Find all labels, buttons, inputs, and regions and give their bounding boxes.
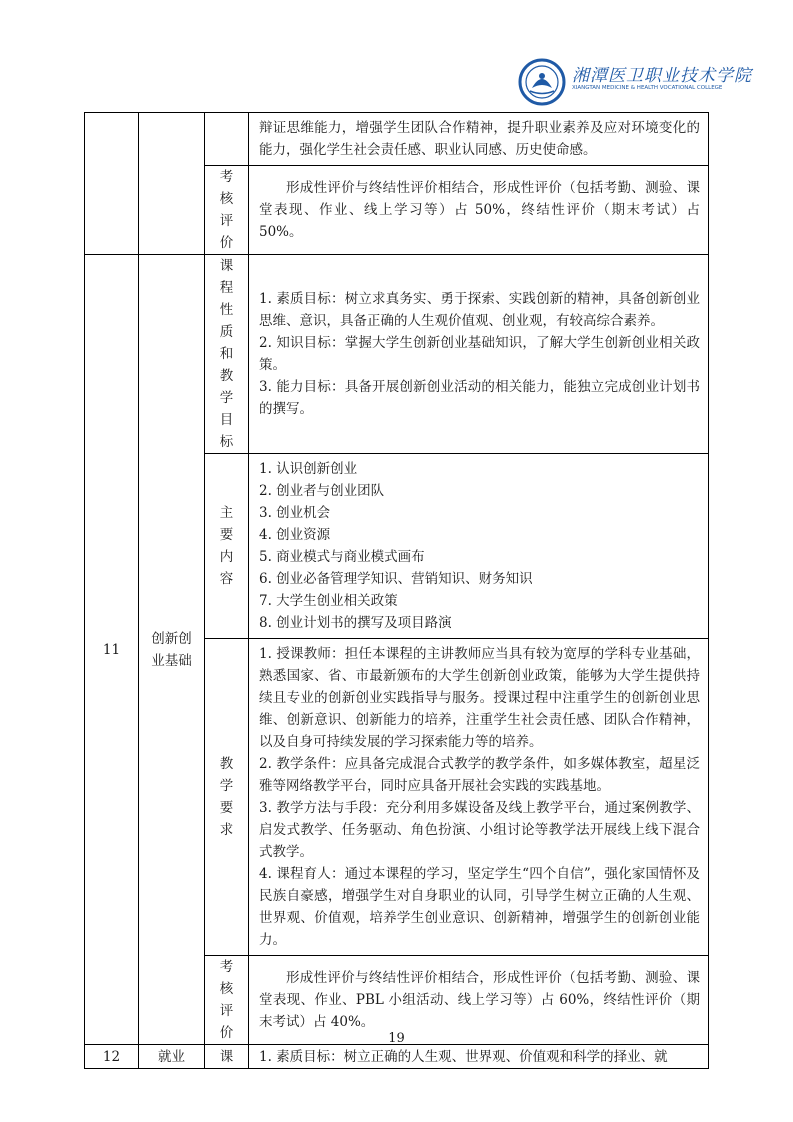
content-item: 3. 创业机会: [259, 505, 331, 521]
content-item: 7. 大学生创业相关政策: [259, 593, 398, 609]
page-number: 19: [388, 1031, 405, 1046]
content-item: 2. 创业者与创业团队: [259, 483, 385, 499]
empty-name-cell: [139, 113, 205, 255]
row-label: 课: [205, 1045, 249, 1069]
course-number: 12: [85, 1045, 139, 1069]
course-number: 11: [85, 255, 139, 1045]
college-logo: [518, 58, 752, 108]
curriculum-table: [84, 112, 709, 1069]
requirement-item: 4. 课程育人：通过本课程的学习，坚定学生“四个自信”，强化家国情怀及民族自豪感，增强学生对自身职业的认同，引导学生树立正确的人生观、世界观、价值观，培养学生创业意识、创新精神，增强学生的创新创业能力。: [259, 866, 700, 948]
content-item: 8. 创业计划书的撰写及项目路演: [259, 615, 452, 631]
college-english-name: XIANGTAN MEDICINE & HEALTH VOCATIONAL COLLEGE: [572, 85, 723, 91]
objective-item: 3. 能力目标：具备开展创新创业活动的相关能力，能独立完成创业计划书的撰写。: [259, 379, 700, 417]
empty-label-cell: [205, 113, 249, 166]
objectives-label: 课程性质和教学目标: [219, 258, 234, 450]
table-row: [85, 113, 709, 166]
course-name: 就业: [139, 1045, 205, 1069]
row-label: [205, 454, 249, 639]
college-name: 湘潭医卫职业技术学院: [572, 66, 752, 86]
content-label: 主要内容: [219, 505, 234, 587]
assessment-text: 形成性评价与终结性评价相结合，形成性评价（包括考勤、测验、课堂表现、作业、PBL 小组活动、线上学习等）占 60%，终结性评价（期末考试）占 40%。: [259, 970, 700, 1030]
assessment-label: 考核评价: [219, 169, 234, 251]
empty-number-cell: [85, 113, 139, 255]
requirement-item: 1. 授课教师：担任本课程的主讲教师应当具有较为宽厚的学科专业基础，熟悉国家、省、市最新颁布的大学生创新创业政策，能够为大学生提供持续且专业的创新创业实践指导与服务。授课过程中注重学生的创新创业思维、创新意识、创新能力的培养，注重学生社会责任感、团队合作精神，以及自身可持续发展的学习探索能力等的培养。: [259, 646, 700, 750]
content-cell: [249, 1045, 709, 1069]
table-row: [85, 255, 709, 454]
content-cell: [249, 166, 709, 255]
assessment-text: 形成性评价与终结性评价相结合，形成性评价（包括考勤、测验、课堂表现、作业、线上学习等）占 50%，终结性评价（期末考试）占 50%。: [259, 180, 700, 240]
continuation-text: 辩证思维能力，增强学生团队合作精神，提升职业素养及应对环境变化的能力，强化学生社会责任感、职业认同感、历史使命感。: [259, 120, 700, 158]
row-label: [205, 255, 249, 454]
content-item: 5. 商业模式与商业模式画布: [259, 549, 425, 565]
content-cell: [249, 454, 709, 639]
course-name: 创新创业基础: [139, 255, 205, 1045]
objective-item: 1. 素质目标：树立求真务实、勇于探索、实践创新的精神，具备创新创业思维、意识，具备正确的人生观价值观、创业观，有较高综合素养。: [259, 291, 700, 329]
assessment-label: 考核评价: [219, 959, 234, 1041]
college-seal-icon: [518, 58, 566, 106]
content-item: 4. 创业资源: [259, 527, 331, 543]
content-item: 1. 认识创新创业: [259, 461, 358, 477]
content-item: 6. 创业必备管理学知识、营销知识、财务知识: [259, 571, 533, 587]
table-row: [85, 1045, 709, 1069]
objective-item: 2. 知识目标：掌握大学生创新创业基础知识，了解大学生创新创业相关政策。: [259, 335, 700, 373]
content-cell: [249, 113, 709, 166]
row-label: [205, 166, 249, 255]
row-label: [205, 639, 249, 956]
content-cell: [249, 255, 709, 454]
requirements-label: 教学要求: [219, 756, 234, 838]
content-cell: [249, 639, 709, 956]
objective-item: 1. 素质目标：树立正确的人生观、世界观、价值观和科学的择业、就: [259, 1048, 668, 1065]
requirement-item: 2. 教学条件：应具备完成混合式教学的教学条件，如多媒体教室，超星泛雅等网络教学平台，同时应具备开展社会实践的实践基地。: [259, 756, 700, 794]
requirement-item: 3. 教学方法与手段：充分利用多媒设备及线上教学平台，通过案例教学、启发式教学、任务驱动、角色扮演、小组讨论等教学法开展线上线下混合式教学。: [259, 800, 700, 860]
